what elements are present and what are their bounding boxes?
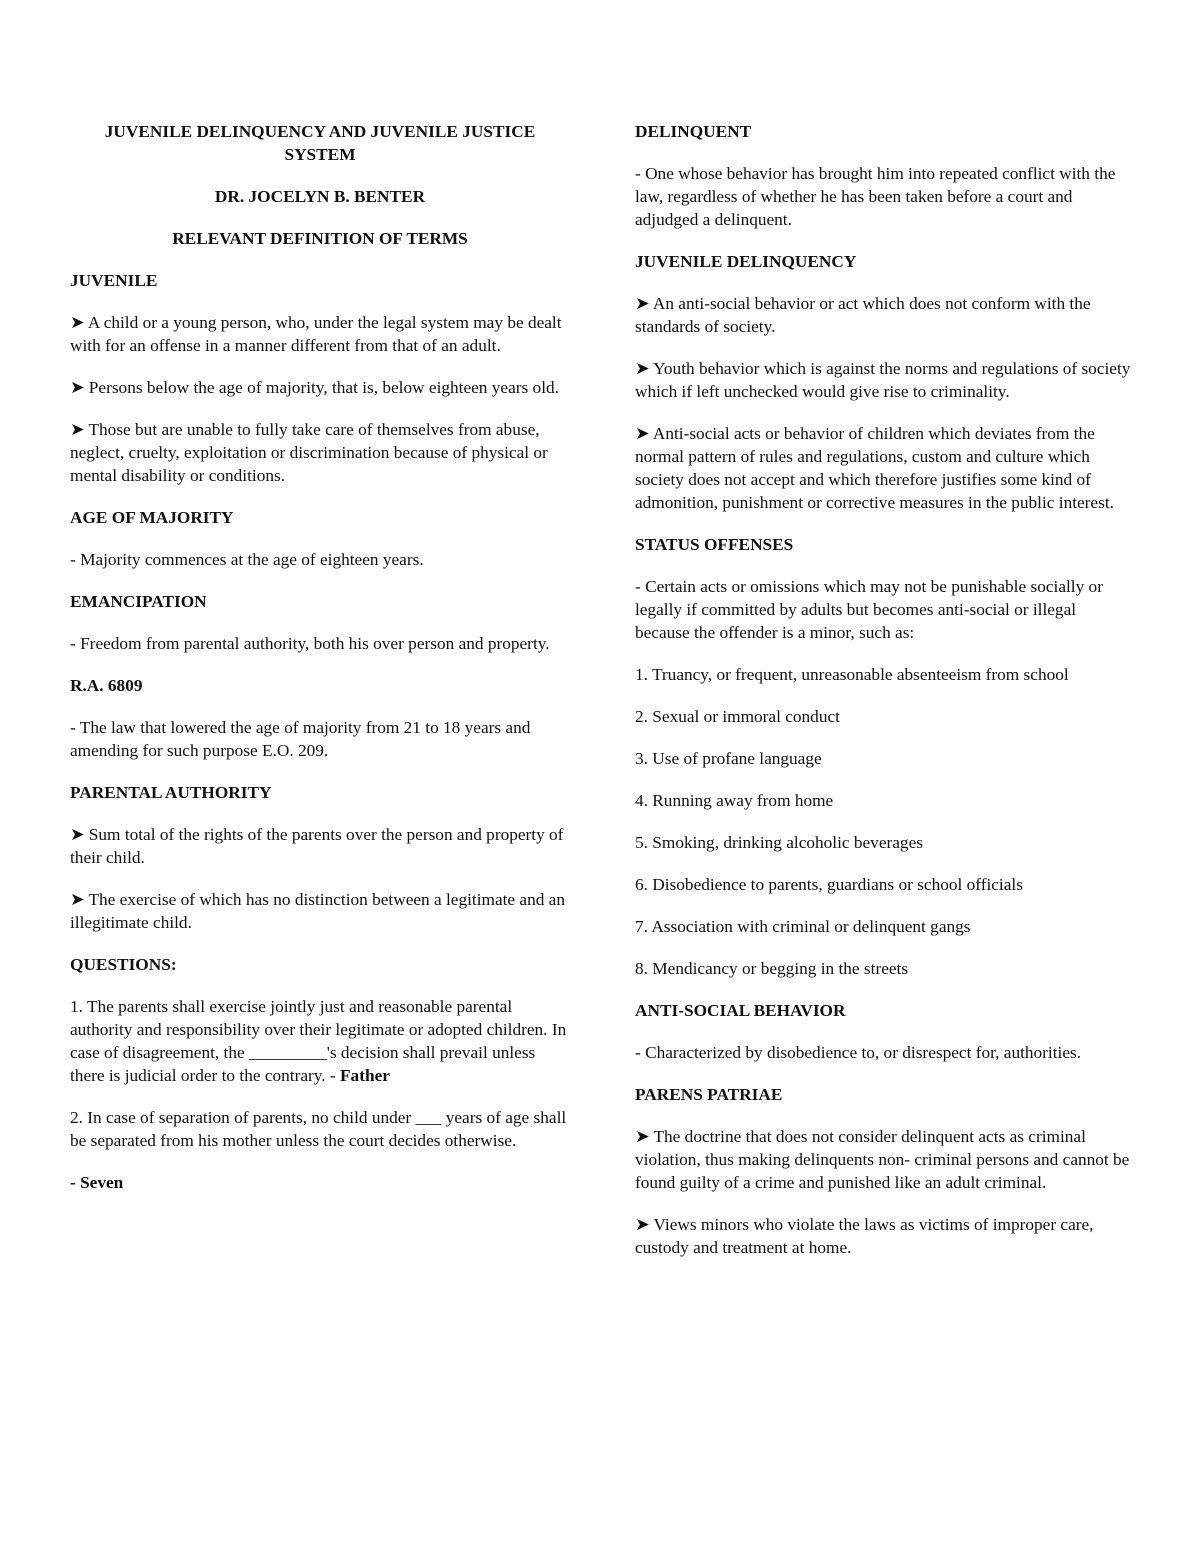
paragraph: - Freedom from parental authority, both his over person and property. [70,634,550,653]
paragraph: 4. Running away from home [635,791,834,810]
paragraph: 1. Truancy, or frequent, unreasonable absenteeism from school [635,665,1069,684]
document-title: RELEVANT DEFINITION OF TERMS [172,229,468,248]
paragraph: 6. Disobedience to parents, guardians or school officials [635,875,1023,894]
paragraph: - Characterized by disobedience to, or disrespect for, authorities. [635,1043,1082,1062]
section-heading: EMANCIPATION [70,592,207,611]
paragraph: ➤ Persons below the age of majority, that is, below eighteen years old. [70,378,559,397]
left-column [70,120,570,1213]
section-heading: JUVENILE DELINQUENCY [635,252,857,271]
paragraph: ➤ The doctrine that does not consider delinquent acts as criminal violation, thus making delinquents non- criminal persons and cannot be found guilty of a crime and punished like an adult criminal. [635,1127,1130,1192]
question-text: 1. The parents shall exercise jointly just and reasonable parental authority and responsibility over their legitimate or adopted children. In case of disagreement, the _________'s decision shall prevail unless there is judicial order to the contrary. - [70,997,567,1085]
paragraph: ➤ Youth behavior which is against the norms and regulations of society which if left unchecked would give rise to criminality. [635,359,1131,401]
document-title: DR. JOCELYN B. BENTER [214,187,426,206]
section-heading: DELINQUENT [635,122,752,141]
paragraph: 2. In case of separation of parents, no child under ___ years of age shall be separated from his mother unless the court decides otherwise. [70,1108,567,1150]
section-heading: JUVENILE [70,271,158,290]
section-heading: R.A. 6809 [70,676,143,695]
paragraph: ➤ A child or a young person, who, under the legal system may be dealt with for an offense in a manner different from that of an adult. [70,313,562,355]
paragraph: - Certain acts or omissions which may not be punishable socially or legally if committed by adults but becomes anti-social or illegal because the offender is a minor, such as: [635,577,1103,642]
section-heading: AGE OF MAJORITY [70,508,234,527]
paragraph: ➤ Anti-social acts or behavior of children which deviates from the normal pattern of rules and regulations, custom and culture which society does not accept and which therefore justifies some kind of admonition, punishment or corrective measures in the public interest. [635,424,1114,512]
section-heading: - Seven [70,1173,124,1192]
paragraph: - One whose behavior has brought him into repeated conflict with the law, regardless of whether he has been taken before a court and adjudged a delinquent. [635,164,1116,229]
paragraph: 7. Association with criminal or delinquent gangs [635,917,971,936]
right-column [635,120,1135,1278]
section-heading: ANTI-SOCIAL BEHAVIOR [635,1001,846,1020]
paragraph: ➤ Those but are unable to fully take care of themselves from abuse, neglect, cruelty, exploitation or discrimination because of physical or mental disability or conditions. [70,420,548,485]
document-title: JUVENILE DELINQUENCY AND JUVENILE JUSTICE SYSTEM [104,122,536,164]
paragraph: 5. Smoking, drinking alcoholic beverages [635,833,923,852]
paragraph: - Majority commences at the age of eighteen years. [70,550,424,569]
section-heading: STATUS OFFENSES [635,535,794,554]
question-answer: Father [340,1066,390,1085]
paragraph: 8. Mendicancy or begging in the streets [635,959,909,978]
paragraph: - The law that lowered the age of majority from 21 to 18 years and amending for such purpose E.O. 209. [70,718,531,760]
paragraph: ➤ An anti-social behavior or act which does not conform with the standards of society. [635,294,1091,336]
paragraph: ➤ Sum total of the rights of the parents over the person and property of their child. [70,825,564,867]
section-heading: PARENTAL AUTHORITY [70,783,272,802]
paragraph [70,995,570,1087]
paragraph: 3. Use of profane language [635,749,822,768]
section-heading: PARENS PATRIAE [635,1085,783,1104]
section-heading: QUESTIONS: [70,955,177,974]
paragraph: ➤ Views minors who violate the laws as victims of improper care, custody and treatment at home. [635,1215,1094,1257]
paragraph: 2. Sexual or immoral conduct [635,707,840,726]
paragraph: ➤ The exercise of which has no distinction between a legitimate and an illegitimate child. [70,890,565,932]
